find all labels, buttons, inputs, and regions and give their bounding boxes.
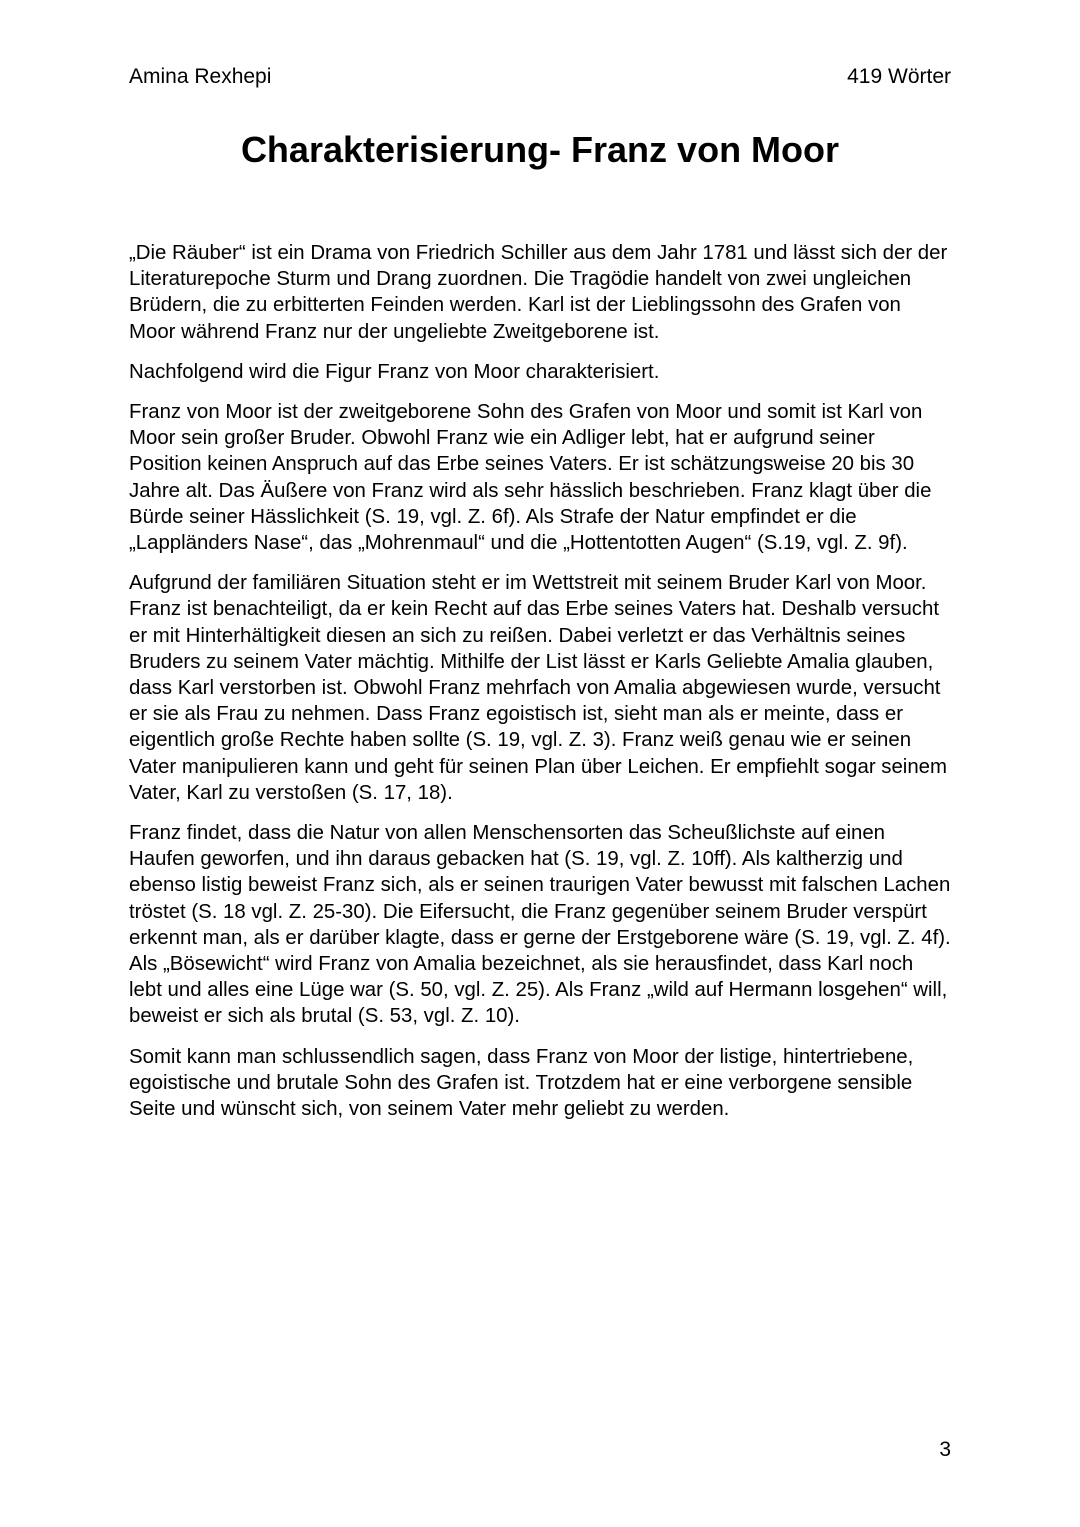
document-body xyxy=(129,240,951,1136)
paragraph-rivalry: Aufgrund der familiären Situation steht er im Wettstreit mit seinem Bruder Karl von Moor. Franz ist benachteiligt, da er kein Recht auf das Erbe seines Vaters hat. Deshalb versucht er mit Hinterhältigkeit diesen an sich zu reißen. Dabei verletzt er das Verhältnis seines Bruders zu seinem Vater mächtig. Mithilfe der List lässt er Karls Geliebte Amalia glauben, dass Karl verstorben ist. Obwohl Franz mehrfach von Amalia abgewiesen wurde, versucht er sie als Frau zu nehmen. Dass Franz egoistisch ist, sieht man als er meinte, dass er eigentlich große Rechte haben sollte (S. 19, vgl. Z. 3). Franz weiß genau wie er seinen Vater manipulieren kann und geht für seinen Plan über Leichen. Er empfiehlt sogar seinem Vater, Karl zu verstoßen (S. 17, 18). xyxy=(129,572,948,804)
paragraph-transition: Nachfolgend wird die Figur Franz von Moor charakterisiert. xyxy=(129,360,660,383)
paragraph-conclusion: Somit kann man schlussendlich sagen, dass Franz von Moor der listige, hintertriebene, egoistische und brutale Sohn des Grafen ist. Trotzdem hat er eine verborgene sensible Seite und wünscht sich, von seinem Vater mehr geliebt zu werden. xyxy=(129,1045,914,1121)
page-number: 3 xyxy=(939,1438,951,1461)
header-author: Amina Rexhepi xyxy=(129,65,272,88)
paragraph-traits: Franz findet, dass die Natur von allen Menschensorten das Scheußlichste auf einen Haufen geworfen, und ihn daraus gebacken hat (S. 19, vgl. Z. 10ff). Als kaltherzig und ebenso listig beweist Franz sich, als er seinen traurigen Vater bewusst mit falschen Lachen tröstet (S. 18 vgl. Z. 25-30). Die Eifersucht, die Franz gegenüber seinem Bruder verspürt erkennt man, als er darüber klagte, dass er gerne der Erstgeborene wäre (S. 19, vgl. Z. 4f). Als „Bösewicht“ wird Franz von Amalia bezeichnet, als sie herausfindet, dass Karl noch lebt und alles eine Lüge war (S. 50, vgl. Z. 25). Als Franz „wild auf Hermann losgehen“ will, beweist er sich als brutal (S. 53, vgl. Z. 10). xyxy=(129,822,951,1028)
paragraph-background: Franz von Moor ist der zweitgeborene Sohn des Grafen von Moor und somit ist Karl von Moor sein großer Bruder. Obwohl Franz wie ein Adliger lebt, hat er aufgrund seiner Position keinen Anspruch auf das Erbe seines Vaters. Er ist schätzungsweise 20 bis 30 Jahre alt. Das Äußere von Franz wird als sehr hässlich beschrieben. Franz klagt über die Bürde seiner Hässlichkeit (S. 19, vgl. Z. 6f). Als Strafe der Natur empfindet er die „Lappländers Nase“, das „Mohrenmaul“ und die „Hottentotten Augen“ (S.19, vgl. Z. 9f). xyxy=(129,401,932,555)
header-word-count: 419 Wörter xyxy=(847,65,951,88)
page-title: Charakterisierung- Franz von Moor xyxy=(240,129,840,170)
paragraph-intro: „Die Räuber“ ist ein Drama von Friedrich Schiller aus dem Jahr 1781 und lässt sich der der Literaturepoche Sturm und Drang zuordnen. Die Tragödie handelt von zwei ungleichen Brüdern, die zu erbitterten Feinden werden. Karl ist der Lieblingssohn des Grafen von Moor während Franz nur der ungeliebte Zweitgeborene ist. xyxy=(129,242,948,343)
